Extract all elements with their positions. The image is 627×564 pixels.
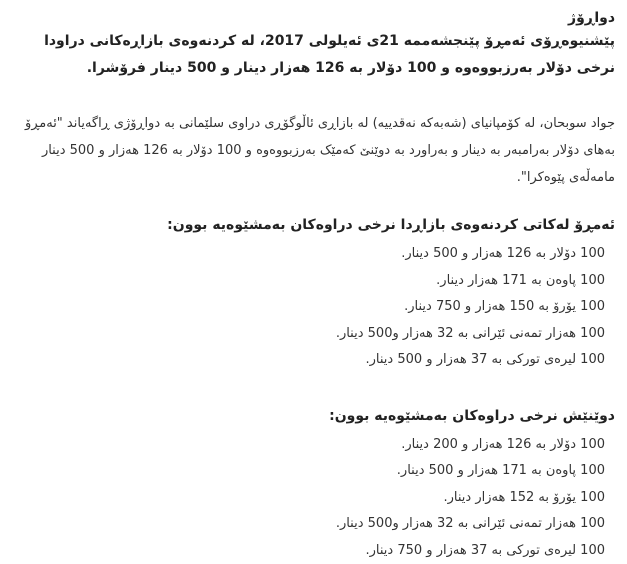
yesterday-rates-heading: دوێنێش نرخی دراوەکان بەمشێوەیە بوون:	[10, 404, 615, 428]
list-item: 100 لیرەی تورکی بە 37 هەزار و 750 دینار.	[10, 538, 605, 564]
list-item: 100 دۆلار بە 126 هەزار و 500 دینار.	[10, 241, 605, 268]
list-item: 100 یۆرۆ بە 152 هەزار دینار.	[10, 485, 605, 512]
list-item: 100 دۆلار بە 126 هەزار و 200 دینار.	[10, 432, 605, 459]
list-item: 100 پاوەن بە 171 هەزار و 500 دینار.	[10, 458, 605, 485]
list-item: 100 لیرەی تورکی بە 37 هەزار و 500 دینار.	[10, 347, 605, 374]
today-rates-list	[10, 241, 615, 374]
yesterday-rates-list	[10, 432, 615, 564]
lead-paragraph: پێشنیوەڕۆی ئەمڕۆ پێنجشەممە 21ی ئەیلولی 2017، لە کردنەوەی بازاڕەکانی دراودا نرخی دۆلار بەرزبووەوە و 100 دۆلار بە 126 هەزار دینار و 500 دینار فرۆشرا.	[10, 28, 615, 82]
list-item: 100 یۆرۆ بە 150 هەزار و 750 دینار.	[10, 294, 605, 321]
today-rates-heading: ئەمڕۆ لەکاتی کردنەوەی بازاڕدا نرخی دراوەکان بەمشێوەیە بوون:	[10, 213, 615, 237]
source-title: دواڕۆژ	[10, 8, 615, 28]
list-item: 100 پاوەن بە 171 هەزار دینار.	[10, 268, 605, 295]
list-item: 100 هەزار تمەنی ئێرانی بە 32 هەزار و500 دینار.	[10, 511, 605, 538]
body-paragraph: جواد سوبحان، لە کۆمپانیای (شەبەکە نەقدییە) لە بازاڕی ئاڵوگۆڕی دراوی سلێمانی بە دواڕۆژی ڕاگەیاند "ئەمڕۆ بەهای دۆلار بەرامبەر بە دینار و بەراورد بە دوێنێ کەمێک بەرزبووەوە و 100 دۆلار بە 126 هەزار و 500 دینار مامەڵەی پێوەکرا".	[10, 110, 615, 191]
list-item: 100 هەزار تمەنی ئێرانی بە 32 هەزار و500 دینار.	[10, 321, 605, 348]
